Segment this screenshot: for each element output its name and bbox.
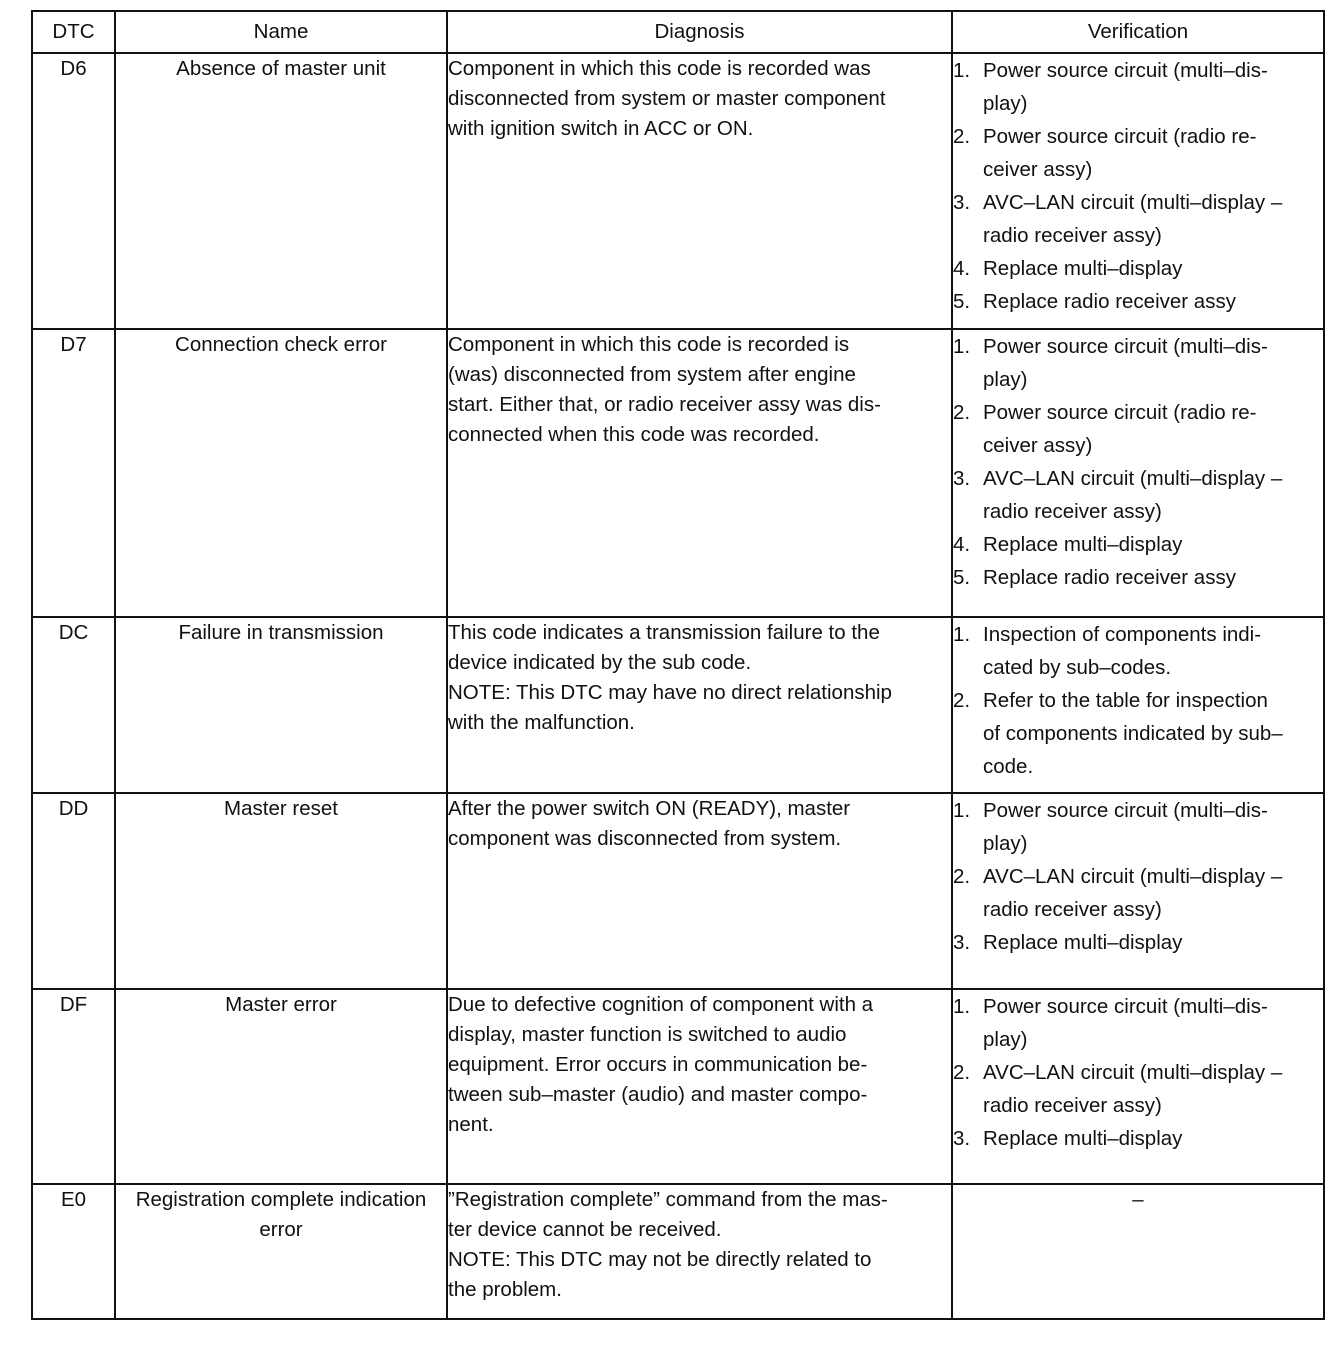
diagnosis-text — [447, 989, 952, 1184]
name-line: Master error — [225, 993, 337, 1016]
diagnosis-line: Due to defective cognition of component with a — [448, 993, 874, 1016]
verification-step — [953, 252, 1323, 285]
step-text-line: code. — [983, 755, 1034, 778]
diagnosis-line: display, master function is switched to audio — [448, 1023, 847, 1046]
dtc-code: D7 — [32, 329, 115, 617]
diagnosis-line: tween sub–master (audio) and master compo- — [448, 1083, 868, 1106]
step-text-line: play) — [983, 832, 1028, 855]
step-text-line: play) — [983, 1028, 1028, 1051]
step-number: 1. — [953, 623, 971, 646]
diagnosis-line: device indicated by the sub code. — [448, 651, 752, 674]
name-line: Absence of master unit — [176, 57, 386, 80]
name-line: Master reset — [224, 797, 338, 820]
name-line: Registration complete indication — [135, 1188, 427, 1211]
step-text-line: AVC–LAN circuit (multi–display – — [983, 191, 1283, 214]
diagnosis-line: with ignition switch in ACC or ON. — [448, 117, 754, 140]
verification-step — [953, 1056, 1323, 1122]
step-number: 4. — [953, 533, 971, 556]
step-text-line: Replace radio receiver assy — [983, 566, 1236, 589]
step-number: 1. — [953, 799, 971, 822]
step-number: 2. — [953, 125, 971, 148]
verification-step — [953, 561, 1323, 594]
step-text-line: cated by sub–codes. — [983, 656, 1172, 679]
verification-steps — [953, 794, 1323, 959]
step-text-line: AVC–LAN circuit (multi–display – — [983, 467, 1283, 490]
diagnosis-text — [447, 617, 952, 793]
verification-step — [953, 684, 1323, 783]
diagnosis-text — [447, 53, 952, 329]
step-text-line: AVC–LAN circuit (multi–display – — [983, 865, 1283, 888]
verification-step — [953, 528, 1323, 561]
diagnosis-line: component was disconnected from system. — [448, 827, 842, 850]
step-number: 3. — [953, 1127, 971, 1150]
step-text-line: of components indicated by sub– — [983, 722, 1283, 745]
dtc-code: DD — [32, 793, 115, 989]
diagnosis-line: disconnected from system or master component — [448, 87, 886, 110]
diagnosis-line: NOTE: This DTC may not be directly related to — [448, 1248, 872, 1271]
dtc-code: D6 — [32, 53, 115, 329]
step-text-line: Refer to the table for inspection — [983, 689, 1268, 712]
table-row — [32, 1184, 1324, 1319]
step-number: 2. — [953, 401, 971, 424]
verification-steps — [953, 330, 1323, 594]
diagnosis-line: with the malfunction. — [448, 711, 635, 734]
table-row — [32, 793, 1324, 989]
diagnosis-line: the problem. — [448, 1278, 562, 1301]
table-row — [32, 989, 1324, 1184]
header-row — [32, 11, 1324, 53]
step-text-line: radio receiver assy) — [983, 1094, 1162, 1117]
verification-list — [952, 617, 1324, 793]
verification-step — [953, 285, 1323, 318]
name-line: Failure in transmission — [178, 621, 384, 644]
step-number: 1. — [953, 995, 971, 1018]
header-verification: Verification — [952, 11, 1324, 53]
step-number: 4. — [953, 257, 971, 280]
diagnosis-line: After the power switch ON (READY), master — [448, 797, 851, 820]
dtc-code: DF — [32, 989, 115, 1184]
verification-steps — [953, 618, 1323, 783]
step-number: 3. — [953, 931, 971, 954]
step-text-line: AVC–LAN circuit (multi–display – — [983, 1061, 1283, 1084]
step-text-line: ceiver assy) — [983, 434, 1093, 457]
dtc-code: E0 — [32, 1184, 115, 1319]
step-text-line: Power source circuit (multi–dis- — [983, 335, 1268, 358]
diagnosis-line: NOTE: This DTC may have no direct relationship — [448, 681, 892, 704]
verification-list — [952, 53, 1324, 329]
step-number: 3. — [953, 467, 971, 490]
diagnosis-text — [447, 329, 952, 617]
diagnosis-line: This code indicates a transmission failure to the — [448, 621, 880, 644]
diagnosis-text — [447, 1184, 952, 1319]
header-dtc: DTC — [32, 11, 115, 53]
step-text-line: radio receiver assy) — [983, 898, 1162, 921]
verification-steps — [953, 990, 1323, 1155]
step-number: 2. — [953, 689, 971, 712]
verification-step — [953, 330, 1323, 396]
step-text-line: ceiver assy) — [983, 158, 1093, 181]
verification-step — [953, 990, 1323, 1056]
verification-none: – — [952, 1184, 1324, 1319]
dtc-name — [115, 793, 447, 989]
diagnosis-line: connected when this code was recorded. — [448, 423, 820, 446]
step-text-line: Power source circuit (radio re- — [983, 125, 1257, 148]
table-body — [32, 53, 1324, 1319]
table-row — [32, 329, 1324, 617]
step-text-line: Inspection of components indi- — [983, 623, 1262, 646]
step-number: 2. — [953, 865, 971, 888]
diagnosis-line: ter device cannot be received. — [448, 1218, 722, 1241]
step-text-line: Replace multi–display — [983, 533, 1183, 556]
dtc-code: DC — [32, 617, 115, 793]
step-number: 5. — [953, 290, 971, 313]
step-text-line: play) — [983, 368, 1028, 391]
dtc-name — [115, 617, 447, 793]
step-number: 3. — [953, 191, 971, 214]
step-text-line: Power source circuit (multi–dis- — [983, 995, 1268, 1018]
verification-step — [953, 54, 1323, 120]
step-text-line: Replace radio receiver assy — [983, 290, 1236, 313]
verification-step — [953, 618, 1323, 684]
step-text-line: Replace multi–display — [983, 931, 1183, 954]
diagnosis-line: nent. — [448, 1113, 494, 1136]
table-row — [32, 53, 1324, 329]
step-text-line: radio receiver assy) — [983, 500, 1162, 523]
verification-list — [952, 793, 1324, 989]
diagnosis-line: start. Either that, or radio receiver assy was dis- — [448, 393, 881, 416]
step-text-line: Replace multi–display — [983, 1127, 1183, 1150]
step-number: 1. — [953, 59, 971, 82]
diagnosis-line: (was) disconnected from system after engine — [448, 363, 856, 386]
header-name: Name — [115, 11, 447, 53]
step-text-line: Replace multi–display — [983, 257, 1183, 280]
diagnosis-text — [447, 793, 952, 989]
verification-steps — [953, 54, 1323, 318]
step-text-line: radio receiver assy) — [983, 224, 1162, 247]
step-number: 1. — [953, 335, 971, 358]
step-text-line: Power source circuit (multi–dis- — [983, 799, 1268, 822]
step-number: 2. — [953, 1061, 971, 1084]
verification-step — [953, 860, 1323, 926]
diagnosis-line: Component in which this code is recorded was — [448, 57, 871, 80]
header-diagnosis: Diagnosis — [447, 11, 952, 53]
step-text-line: Power source circuit (radio re- — [983, 401, 1257, 424]
verification-list — [952, 329, 1324, 617]
step-text-line: play) — [983, 92, 1028, 115]
table-row — [32, 617, 1324, 793]
diagnosis-line: equipment. Error occurs in communication be- — [448, 1053, 868, 1076]
verification-step — [953, 396, 1323, 462]
dtc-name — [115, 329, 447, 617]
name-line: error — [259, 1218, 303, 1241]
diagnosis-line: Component in which this code is recorded is — [448, 333, 850, 356]
verification-step — [953, 462, 1323, 528]
diagnosis-line: ”Registration complete” command from the mas- — [448, 1188, 888, 1211]
dtc-name — [115, 989, 447, 1184]
verification-step — [953, 794, 1323, 860]
dtc-name — [115, 1184, 447, 1319]
verification-list — [952, 989, 1324, 1184]
verification-step — [953, 1122, 1323, 1155]
verification-step — [953, 926, 1323, 959]
verification-step — [953, 120, 1323, 186]
step-number: 5. — [953, 566, 971, 589]
step-text-line: Power source circuit (multi–dis- — [983, 59, 1268, 82]
dtc-table — [31, 10, 1325, 1320]
verification-step — [953, 186, 1323, 252]
dtc-name — [115, 53, 447, 329]
name-line: Connection check error — [175, 333, 387, 356]
